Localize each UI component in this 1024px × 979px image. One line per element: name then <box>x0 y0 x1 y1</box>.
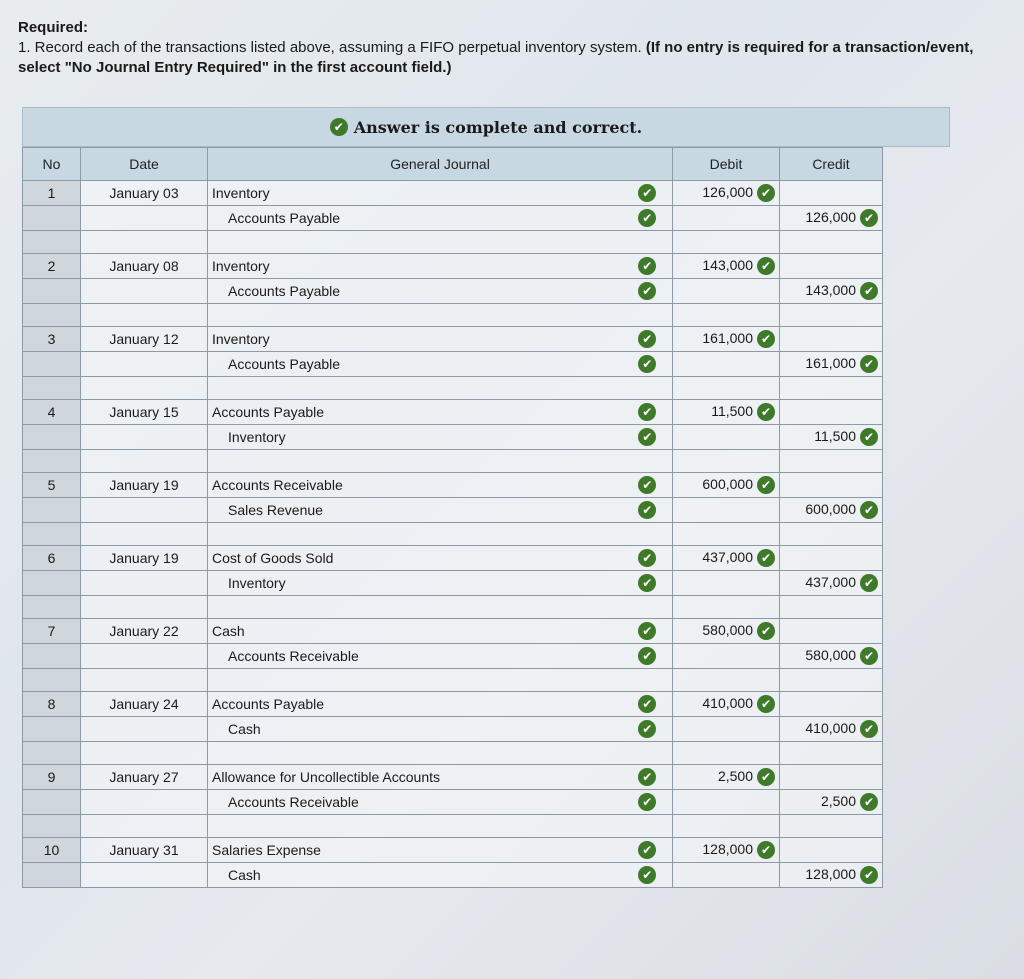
empty-cell <box>208 815 623 838</box>
credit-amount-field[interactable] <box>780 765 883 790</box>
instruction-text: 1. Record each of the transactions listed above, assuming a FIFO perpetual inventory system. <box>18 39 642 56</box>
empty-cell <box>780 450 883 473</box>
empty-cell <box>780 523 883 546</box>
empty-cell <box>673 377 780 400</box>
entry-date[interactable]: January 24 <box>81 692 208 717</box>
entry-date-blank[interactable] <box>81 352 208 377</box>
status-cell <box>623 765 673 790</box>
entry-date-blank[interactable] <box>81 206 208 231</box>
debit-amount-value: 143,000 <box>702 256 753 273</box>
empty-cell <box>81 450 208 473</box>
credit-amount-value: 410,000 <box>805 719 856 736</box>
check-icon: ✔ <box>757 622 775 640</box>
credit-amount-field[interactable] <box>780 838 883 863</box>
debit-amount-value: 437,000 <box>702 548 753 565</box>
table-row <box>23 279 883 304</box>
credit-amount-field[interactable] <box>780 400 883 425</box>
check-icon: ✔ <box>860 866 878 884</box>
empty-cell <box>780 815 883 838</box>
table-row-spacer <box>23 523 883 546</box>
table-row <box>23 254 883 279</box>
entry-date[interactable]: January 03 <box>81 181 208 206</box>
status-cell <box>623 327 673 352</box>
header-date: Date <box>81 148 208 181</box>
entry-number: 2 <box>23 254 81 279</box>
debit-amount-field[interactable] <box>673 181 780 206</box>
entry-date[interactable]: January 31 <box>81 838 208 863</box>
check-icon: ✔ <box>757 330 775 348</box>
check-icon: ✔ <box>860 282 878 300</box>
entry-number: 6 <box>23 546 81 571</box>
entry-number-blank <box>23 498 81 523</box>
table-row-spacer <box>23 669 883 692</box>
check-icon: ✔ <box>757 184 775 202</box>
header-general-journal: General Journal <box>208 148 673 181</box>
debit-amount-field[interactable] <box>673 327 780 352</box>
table-row <box>23 863 883 888</box>
table-row <box>23 498 883 523</box>
credit-account-field[interactable]: Accounts Payable <box>208 352 623 377</box>
table-row <box>23 473 883 498</box>
empty-cell <box>780 742 883 765</box>
entry-date[interactable]: January 12 <box>81 327 208 352</box>
check-icon: ✔ <box>757 768 775 786</box>
credit-amount-field[interactable] <box>780 327 883 352</box>
entry-number: 8 <box>23 692 81 717</box>
check-icon: ✔ <box>638 355 656 373</box>
debit-amount-field[interactable] <box>673 838 780 863</box>
check-icon: ✔ <box>638 793 656 811</box>
credit-amount-field[interactable] <box>780 279 883 304</box>
debit-amount-field[interactable] <box>673 425 780 450</box>
entry-number-blank <box>23 352 81 377</box>
empty-cell <box>23 231 81 254</box>
credit-amount-field[interactable] <box>780 206 883 231</box>
empty-cell <box>780 669 883 692</box>
table-row <box>23 619 883 644</box>
table-row <box>23 400 883 425</box>
check-icon: ✔ <box>860 574 878 592</box>
empty-cell <box>81 742 208 765</box>
check-icon: ✔ <box>638 647 656 665</box>
entry-number: 10 <box>23 838 81 863</box>
debit-amount-value: 128,000 <box>702 840 753 857</box>
entry-number-blank <box>23 279 81 304</box>
entry-number: 9 <box>23 765 81 790</box>
empty-cell <box>23 523 81 546</box>
check-icon: ✔ <box>860 793 878 811</box>
debit-amount-field[interactable] <box>673 863 780 888</box>
debit-amount-field[interactable] <box>673 571 780 596</box>
credit-amount-field[interactable] <box>780 498 883 523</box>
credit-amount-field[interactable] <box>780 644 883 669</box>
header-credit: Credit <box>780 148 883 181</box>
check-icon: ✔ <box>757 549 775 567</box>
table-header-row <box>23 148 883 181</box>
credit-amount-field[interactable] <box>780 473 883 498</box>
credit-account-field[interactable]: Accounts Receivable <box>208 790 623 815</box>
entry-date[interactable]: January 27 <box>81 765 208 790</box>
check-icon: ✔ <box>638 403 656 421</box>
empty-cell <box>780 596 883 619</box>
empty-cell <box>673 523 780 546</box>
debit-account-field[interactable]: Inventory <box>208 327 623 352</box>
table-row-spacer <box>23 304 883 327</box>
debit-amount-field[interactable] <box>673 254 780 279</box>
entry-number-blank <box>23 644 81 669</box>
check-icon: ✔ <box>860 647 878 665</box>
status-cell <box>623 619 673 644</box>
debit-amount-field[interactable] <box>673 765 780 790</box>
table-row <box>23 425 883 450</box>
entry-number: 5 <box>23 473 81 498</box>
table-row-spacer <box>23 742 883 765</box>
empty-cell <box>780 377 883 400</box>
header-no: No <box>23 148 81 181</box>
required-instruction <box>18 38 1008 78</box>
empty-cell <box>780 304 883 327</box>
status-cell <box>623 352 673 377</box>
credit-amount-value: 143,000 <box>805 281 856 298</box>
empty-cell <box>673 742 780 765</box>
answer-status-banner <box>22 107 950 147</box>
credit-amount-value: 2,500 <box>820 792 856 809</box>
credit-amount-value: 600,000 <box>805 500 856 517</box>
debit-amount-field[interactable] <box>673 352 780 377</box>
entry-date[interactable]: January 19 <box>81 473 208 498</box>
entry-date-blank[interactable] <box>81 279 208 304</box>
credit-amount-value: 128,000 <box>805 865 856 882</box>
entry-date-blank[interactable] <box>81 498 208 523</box>
debit-account-field[interactable]: Cost of Goods Sold <box>208 546 623 571</box>
empty-cell <box>81 377 208 400</box>
entry-number-blank <box>23 571 81 596</box>
table-row-spacer <box>23 231 883 254</box>
empty-cell <box>623 596 673 619</box>
check-icon: ✔ <box>638 282 656 300</box>
empty-cell <box>623 231 673 254</box>
empty-cell <box>623 450 673 473</box>
credit-amount-field[interactable] <box>780 254 883 279</box>
debit-account-field[interactable]: Accounts Payable <box>208 400 623 425</box>
journal-table-wrapper <box>22 147 884 888</box>
empty-cell <box>623 523 673 546</box>
status-cell <box>623 571 673 596</box>
entry-date[interactable]: January 22 <box>81 619 208 644</box>
check-icon: ✔ <box>757 476 775 494</box>
status-cell <box>623 498 673 523</box>
credit-account-field[interactable]: Accounts Payable <box>208 206 623 231</box>
table-row-spacer <box>23 596 883 619</box>
debit-amount-value: 410,000 <box>702 694 753 711</box>
check-icon: ✔ <box>638 574 656 592</box>
entry-number: 4 <box>23 400 81 425</box>
entry-date-blank[interactable] <box>81 790 208 815</box>
table-row-spacer <box>23 450 883 473</box>
check-icon: ✔ <box>638 330 656 348</box>
entry-number: 7 <box>23 619 81 644</box>
answer-status-text: Answer is complete and correct. <box>353 117 643 137</box>
check-icon: ✔ <box>638 720 656 738</box>
status-cell <box>623 473 673 498</box>
debit-amount-field[interactable] <box>673 644 780 669</box>
empty-cell <box>623 669 673 692</box>
check-icon: ✔ <box>638 622 656 640</box>
debit-amount-value: 161,000 <box>702 329 753 346</box>
debit-amount-field[interactable] <box>673 279 780 304</box>
check-icon: ✔ <box>638 428 656 446</box>
empty-cell <box>673 450 780 473</box>
debit-account-field[interactable]: Inventory <box>208 181 623 206</box>
empty-cell <box>81 304 208 327</box>
check-icon: ✔ <box>638 841 656 859</box>
entry-number-blank <box>23 206 81 231</box>
credit-account-field[interactable]: Cash <box>208 717 623 742</box>
table-row <box>23 206 883 231</box>
debit-account-field[interactable]: Accounts Receivable <box>208 473 623 498</box>
status-cell <box>623 838 673 863</box>
table-row <box>23 838 883 863</box>
credit-account-field[interactable]: Inventory <box>208 571 623 596</box>
check-icon: ✔ <box>638 476 656 494</box>
credit-amount-field[interactable] <box>780 717 883 742</box>
status-cell <box>623 206 673 231</box>
empty-cell <box>673 815 780 838</box>
entry-number: 1 <box>23 181 81 206</box>
instructions <box>18 18 1008 78</box>
debit-amount-field[interactable] <box>673 790 780 815</box>
empty-cell <box>623 377 673 400</box>
entry-number-blank <box>23 863 81 888</box>
empty-cell <box>623 304 673 327</box>
credit-amount-field[interactable] <box>780 425 883 450</box>
status-cell <box>623 863 673 888</box>
debit-amount-value: 580,000 <box>702 621 753 638</box>
empty-cell <box>208 450 623 473</box>
table-row <box>23 181 883 206</box>
status-cell <box>623 790 673 815</box>
status-cell <box>623 400 673 425</box>
table-row <box>23 571 883 596</box>
credit-amount-field[interactable] <box>780 571 883 596</box>
credit-amount-field[interactable] <box>780 619 883 644</box>
general-journal-table <box>22 147 883 888</box>
debit-amount-field[interactable] <box>673 473 780 498</box>
credit-account-field[interactable]: Accounts Payable <box>208 279 623 304</box>
credit-amount-value: 161,000 <box>805 354 856 371</box>
status-cell <box>623 644 673 669</box>
table-row <box>23 692 883 717</box>
table-row-spacer <box>23 377 883 400</box>
check-icon: ✔ <box>757 695 775 713</box>
debit-account-field[interactable]: Salaries Expense <box>208 838 623 863</box>
check-icon: ✔ <box>638 209 656 227</box>
entry-date-blank[interactable] <box>81 425 208 450</box>
empty-cell <box>673 304 780 327</box>
empty-cell <box>23 377 81 400</box>
credit-account-field[interactable]: Accounts Receivable <box>208 644 623 669</box>
empty-cell <box>623 742 673 765</box>
debit-amount-value: 126,000 <box>702 183 753 200</box>
credit-amount-field[interactable] <box>780 352 883 377</box>
credit-amount-field[interactable] <box>780 790 883 815</box>
debit-amount-field[interactable] <box>673 498 780 523</box>
entry-number: 3 <box>23 327 81 352</box>
entry-number-blank <box>23 790 81 815</box>
status-cell <box>623 279 673 304</box>
check-icon: ✔ <box>860 501 878 519</box>
status-cell <box>623 692 673 717</box>
empty-cell <box>208 669 623 692</box>
empty-cell <box>23 450 81 473</box>
empty-cell <box>81 669 208 692</box>
header-debit: Debit <box>673 148 780 181</box>
debit-account-field[interactable]: Inventory <box>208 254 623 279</box>
credit-account-field[interactable]: Cash <box>208 863 623 888</box>
table-row <box>23 546 883 571</box>
check-icon: ✔ <box>638 549 656 567</box>
check-icon: ✔ <box>860 355 878 373</box>
check-icon: ✔ <box>638 695 656 713</box>
table-row <box>23 717 883 742</box>
entry-number-blank <box>23 425 81 450</box>
empty-cell <box>208 377 623 400</box>
debit-amount-value: 2,500 <box>717 767 753 784</box>
debit-amount-value: 11,500 <box>711 402 753 419</box>
check-icon: ✔ <box>757 841 775 859</box>
check-icon: ✔ <box>638 866 656 884</box>
table-row <box>23 790 883 815</box>
empty-cell <box>23 669 81 692</box>
check-icon: ✔ <box>638 501 656 519</box>
empty-cell <box>23 742 81 765</box>
credit-account-field[interactable]: Inventory <box>208 425 623 450</box>
empty-cell <box>623 815 673 838</box>
credit-amount-field[interactable] <box>780 863 883 888</box>
empty-cell <box>23 815 81 838</box>
check-icon: ✔ <box>638 184 656 202</box>
entry-date-blank[interactable] <box>81 571 208 596</box>
empty-cell <box>208 304 623 327</box>
empty-cell <box>208 523 623 546</box>
entry-date[interactable]: January 19 <box>81 546 208 571</box>
entry-date[interactable]: January 08 <box>81 254 208 279</box>
debit-amount-field[interactable] <box>673 546 780 571</box>
entry-date[interactable]: January 15 <box>81 400 208 425</box>
debit-amount-field[interactable] <box>673 206 780 231</box>
empty-cell <box>673 669 780 692</box>
credit-amount-value: 437,000 <box>805 573 856 590</box>
credit-amount-field[interactable] <box>780 181 883 206</box>
table-row <box>23 327 883 352</box>
empty-cell <box>23 596 81 619</box>
empty-cell <box>208 742 623 765</box>
table-row-spacer <box>23 815 883 838</box>
status-cell <box>623 546 673 571</box>
instruction-note: (If no entry is required for a transaction/event, select "No Journal Entry Required" in the first account field.) <box>18 39 974 76</box>
empty-cell <box>23 304 81 327</box>
empty-cell <box>208 596 623 619</box>
entry-date-blank[interactable] <box>81 717 208 742</box>
check-icon: ✔ <box>330 118 348 136</box>
empty-cell <box>81 815 208 838</box>
credit-amount-value: 11,500 <box>814 427 856 444</box>
required-heading: Required: <box>18 19 89 36</box>
entry-date-blank[interactable] <box>81 644 208 669</box>
check-icon: ✔ <box>860 428 878 446</box>
debit-account-field[interactable]: Allowance for Uncollectible Accounts <box>208 765 623 790</box>
credit-amount-field[interactable] <box>780 692 883 717</box>
empty-cell <box>208 231 623 254</box>
credit-amount-field[interactable] <box>780 546 883 571</box>
check-icon: ✔ <box>860 209 878 227</box>
status-cell <box>623 181 673 206</box>
empty-cell <box>780 231 883 254</box>
credit-account-field[interactable]: Sales Revenue <box>208 498 623 523</box>
debit-amount-field[interactable] <box>673 400 780 425</box>
check-icon: ✔ <box>860 720 878 738</box>
empty-cell <box>673 596 780 619</box>
table-row <box>23 644 883 669</box>
check-icon: ✔ <box>638 768 656 786</box>
status-cell <box>623 425 673 450</box>
debit-account-field[interactable]: Accounts Payable <box>208 692 623 717</box>
debit-amount-field[interactable] <box>673 717 780 742</box>
debit-amount-field[interactable] <box>673 619 780 644</box>
empty-cell <box>81 596 208 619</box>
table-row <box>23 765 883 790</box>
credit-amount-value: 126,000 <box>805 208 856 225</box>
debit-amount-field[interactable] <box>673 692 780 717</box>
debit-amount-value: 600,000 <box>702 475 753 492</box>
status-cell <box>623 254 673 279</box>
entry-number-blank <box>23 717 81 742</box>
check-icon: ✔ <box>757 403 775 421</box>
entry-date-blank[interactable] <box>81 863 208 888</box>
status-cell <box>623 717 673 742</box>
journal-body <box>23 181 883 888</box>
empty-cell <box>81 231 208 254</box>
table-row <box>23 352 883 377</box>
empty-cell <box>673 231 780 254</box>
check-icon: ✔ <box>638 257 656 275</box>
credit-amount-value: 580,000 <box>805 646 856 663</box>
check-icon: ✔ <box>757 257 775 275</box>
debit-account-field[interactable]: Cash <box>208 619 623 644</box>
empty-cell <box>81 523 208 546</box>
